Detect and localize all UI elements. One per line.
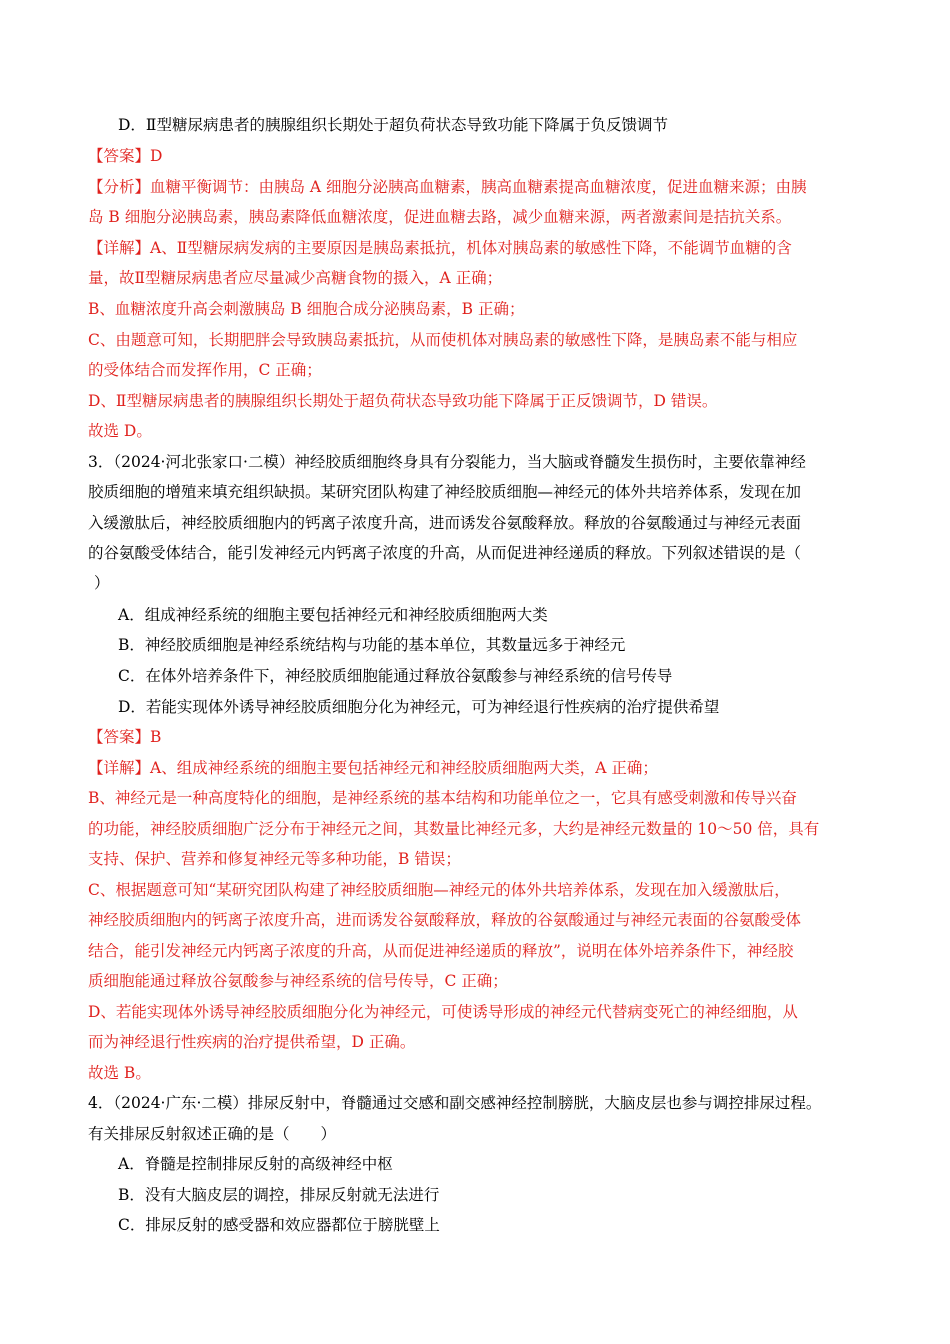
q3-detail-line-6: 神经胶质细胞内的钙离子浓度升高，进而诱发谷氨酸释放，释放的谷氨酸通过与神经元表面的谷氨酸受体	[88, 911, 802, 929]
q3-option-b: B．神经胶质细胞是神经系统结构与功能的基本单位，其数量远多于神经元	[118, 636, 626, 654]
q3-option-c: C．在体外培养条件下，神经胶质细胞能通过释放谷氨酸参与神经系统的信号传导	[118, 667, 673, 685]
q2-detail-line-6: D、Ⅱ型糖尿病患者的胰腺组织长期处于超负荷状态导致功能下降属于正反馈调节，D 错误。	[88, 392, 718, 410]
q3-answer: 【答案】B	[88, 728, 162, 746]
q2-detail-line-5: 的受体结合而发挥作用，C 正确；	[88, 361, 322, 379]
q3-detail-line-9: D、若能实现体外诱导神经胶质细胞分化为神经元，可使诱导形成的神经元代替病变死亡的神经细胞，从	[88, 1003, 798, 1021]
q3-detail-line-1: 【详解】A、组成神经系统的细胞主要包括神经元和神经胶质细胞两大类，A 正确；	[88, 759, 658, 777]
q2-option-d: D．Ⅱ型糖尿病患者的胰腺组织长期处于超负荷状态导致功能下降属于负反馈调节	[118, 116, 668, 134]
q4-option-c: C．排尿反射的感受器和效应器都位于膀胱壁上	[118, 1216, 440, 1234]
q3-detail-line-8: 质细胞能通过释放谷氨酸参与神经系统的信号传导，C 正确；	[88, 972, 508, 990]
q4-stem-line-2: 有关排尿反射叙述正确的是（ ）	[88, 1125, 337, 1143]
q3-stem-line-1: 3．（2024·河北张家口·二模）神经胶质细胞终身具有分裂能力，当大脑或脊髓发生损伤时，主要依靠神经	[88, 453, 806, 471]
q2-detail-line-4: C、由题意可知，长期肥胖会导致胰岛素抵抗，从而使机体对胰岛素的敏感性下降，是胰岛素不能与相应	[88, 331, 798, 349]
q3-detail-line-7: 结合，能引发神经元内钙离子浓度的升高，从而促进神经递质的释放”，说明在体外培养条件下，神经胶	[88, 942, 794, 960]
q3-detail-line-4: 支持、保护、营养和修复神经元等多种功能，B 错误；	[88, 850, 461, 868]
q3-detail-line-2: B、神经元是一种高度特化的细胞，是神经系统的基本结构和功能单位之一，它具有感受刺激和传导兴奋	[88, 789, 797, 807]
q2-analysis-line-2: 岛 B 细胞分泌胰岛素，胰岛素降低血糖浓度，促进血糖去路，减少血糖来源，两者激素间是拮抗关系。	[88, 208, 792, 226]
q3-stem-line-2: 胶质细胞的增殖来填充组织缺损。某研究团队构建了神经胶质细胞—神经元的体外共培养体系，发现在加	[88, 483, 802, 501]
q4-stem-line-1: 4．（2024·广东·二模）排尿反射中，脊髓通过交感和副交感神经控制膀胱，大脑皮层也参与调控排尿过程。	[88, 1094, 822, 1112]
q3-detail-line-3: 的功能，神经胶质细胞广泛分布于神经元之间，其数量比神经元多，大约是神经元数量的 10～50 倍，具有	[88, 820, 820, 838]
q3-stem-line-4: 的谷氨酸受体结合，能引发神经元内钙离子浓度的升高，从而促进神经递质的释放。下列叙述错误的是（	[88, 544, 802, 562]
q3-detail-line-10: 而为神经退行性疾病的治疗提供希望，D 正确。	[88, 1033, 416, 1051]
q3-stem-line-5: ）	[94, 574, 110, 592]
q2-detail-line-1: 【详解】A、Ⅱ型糖尿病发病的主要原因是胰岛素抵抗，机体对胰岛素的敏感性下降，不能调节血糖的含	[88, 239, 792, 257]
q2-detail-line-2: 量，故Ⅱ型糖尿病患者应尽量减少高糖食物的摄入，A 正确；	[88, 269, 503, 287]
q4-option-a: A．脊髓是控制排尿反射的高级神经中枢	[118, 1155, 393, 1173]
q3-option-d: D．若能实现体外诱导神经胶质细胞分化为神经元，可为神经退行性疾病的治疗提供希望	[118, 698, 720, 716]
q2-detail-line-3: B、血糖浓度升高会刺激胰岛 B 细胞合成分泌胰岛素，B 正确；	[88, 300, 525, 318]
q3-option-a: A．组成神经系统的细胞主要包括神经元和神经胶质细胞两大类	[118, 606, 548, 624]
q3-choose: 故选 B。	[88, 1064, 151, 1082]
q3-stem-line-3: 入缓激肽后，神经胶质细胞内的钙离子浓度升高，进而诱发谷氨酸释放。释放的谷氨酸通过与神经元表面	[88, 514, 802, 532]
q3-detail-line-5: C、根据题意可知“某研究团队构建了神经胶质细胞—神经元的体外共培养体系，发现在加入缓激肽后，	[88, 881, 790, 899]
q2-analysis-line-1: 【分析】血糖平衡调节：由胰岛 A 细胞分泌胰高血糖素，胰高血糖素提高血糖浓度，促进血糖来源；由胰	[88, 178, 807, 196]
q2-choose: 故选 D。	[88, 422, 152, 440]
q4-option-b: B．没有大脑皮层的调控，排尿反射就无法进行	[118, 1186, 440, 1204]
q2-answer: 【答案】D	[88, 147, 163, 165]
